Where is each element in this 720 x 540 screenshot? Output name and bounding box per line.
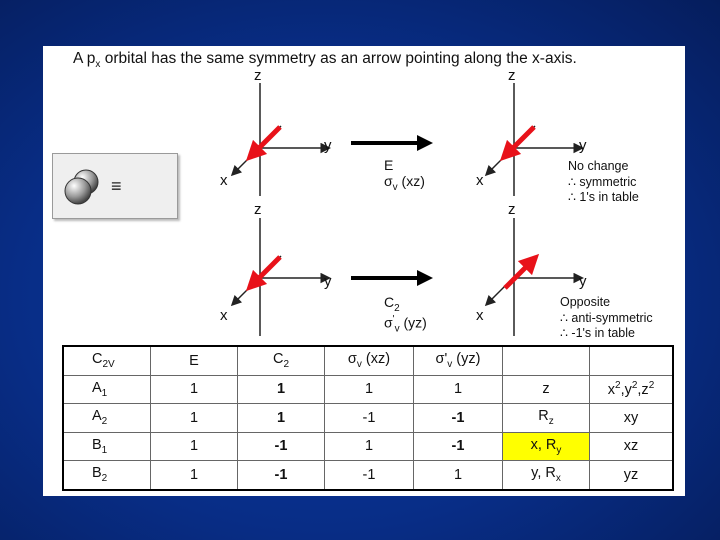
- table-cell: $B_2$: [63, 461, 151, 490]
- table-row: [63, 375, 673, 404]
- table-cell: -1: [325, 461, 414, 490]
- table-cell: z: [503, 375, 590, 404]
- table-cell: 1: [238, 375, 325, 404]
- axis-label-x: x: [476, 172, 484, 189]
- table-header-cell: $\sigma_v$ (xz): [325, 346, 414, 375]
- table-cell: y, $R_x$: [503, 461, 590, 490]
- slide-content: [43, 46, 685, 496]
- table-cell: $A_1$: [63, 375, 151, 404]
- table-cell: 1: [151, 404, 238, 433]
- axis-label-z: z: [508, 201, 516, 218]
- table-cell: yz: [590, 461, 674, 490]
- orbital-arrow-3: [253, 257, 280, 284]
- table-cell: $B_1$: [63, 432, 151, 461]
- table-header-cell: $C_2$: [238, 346, 325, 375]
- axis-label-y: y: [579, 137, 587, 154]
- axis-label-y: y: [579, 273, 587, 290]
- character-table: [62, 345, 674, 491]
- axis-label-y: y: [324, 273, 332, 290]
- axes-2: [487, 83, 581, 196]
- axis-label-z: z: [254, 201, 262, 218]
- table-cell: 1: [325, 432, 414, 461]
- slide-heading: A $p_x$ orbital has the same symmetry as an arrow pointing along the x-axis.: [73, 50, 577, 71]
- table-cell: $x^2,y^2,z^2$: [590, 375, 674, 404]
- table-cell: $A_2$: [63, 404, 151, 433]
- table-cell: 1: [414, 375, 503, 404]
- table-cell-highlighted: x, $R_y$: [503, 432, 590, 461]
- axes-3: [233, 218, 328, 336]
- axis-label-y: y: [324, 137, 332, 154]
- table-header-cell: E: [151, 346, 238, 375]
- table-header-row: [63, 346, 673, 375]
- table-cell: xy: [590, 404, 674, 433]
- axes-1: [233, 83, 328, 196]
- table-cell: -1: [325, 404, 414, 433]
- axis-label-x: x: [476, 307, 484, 324]
- table-cell: 1: [325, 375, 414, 404]
- equivalence-symbol: ≡: [111, 176, 122, 196]
- px-orbital-icon: [59, 162, 107, 212]
- note-symmetric: No change ∴ symmetric ∴ 1's in table: [568, 159, 639, 205]
- operation-label-2: $C_2$ $\sigma'_v$ (yz): [384, 294, 427, 335]
- axis-label-x: x: [220, 172, 228, 189]
- orbital-legend: [52, 153, 178, 219]
- table-cell: 1: [151, 461, 238, 490]
- table-cell: -1: [414, 432, 503, 461]
- table-cell: -1: [238, 432, 325, 461]
- table-cell: 1: [414, 461, 503, 490]
- operation-label-1: E $\sigma_v$ (xz): [384, 157, 425, 193]
- orbital-arrow-4: [505, 261, 532, 288]
- table-header-cell: $\sigma'_v$ (yz): [414, 346, 503, 375]
- table-header-cell: [590, 346, 674, 375]
- table-row: [63, 432, 673, 461]
- table-header-cell: $C_{2V}$: [63, 346, 151, 375]
- table-cell: 1: [151, 432, 238, 461]
- axis-label-z: z: [508, 67, 516, 84]
- note-antisymmetric: Opposite ∴ anti-symmetric ∴ -1's in table: [560, 295, 653, 341]
- table-cell: xz: [590, 432, 674, 461]
- table-row: [63, 461, 673, 490]
- table-cell: 1: [151, 375, 238, 404]
- axis-label-z: z: [254, 67, 262, 84]
- axis-label-x: x: [220, 307, 228, 324]
- table-cell: -1: [238, 461, 325, 490]
- table-cell: -1: [414, 404, 503, 433]
- orbital-arrow-2: [507, 127, 534, 154]
- table-row: [63, 404, 673, 433]
- table-cell: $R_z$: [503, 404, 590, 433]
- table-header-cell: [503, 346, 590, 375]
- orbital-arrow-1: [253, 127, 280, 154]
- table-cell: 1: [238, 404, 325, 433]
